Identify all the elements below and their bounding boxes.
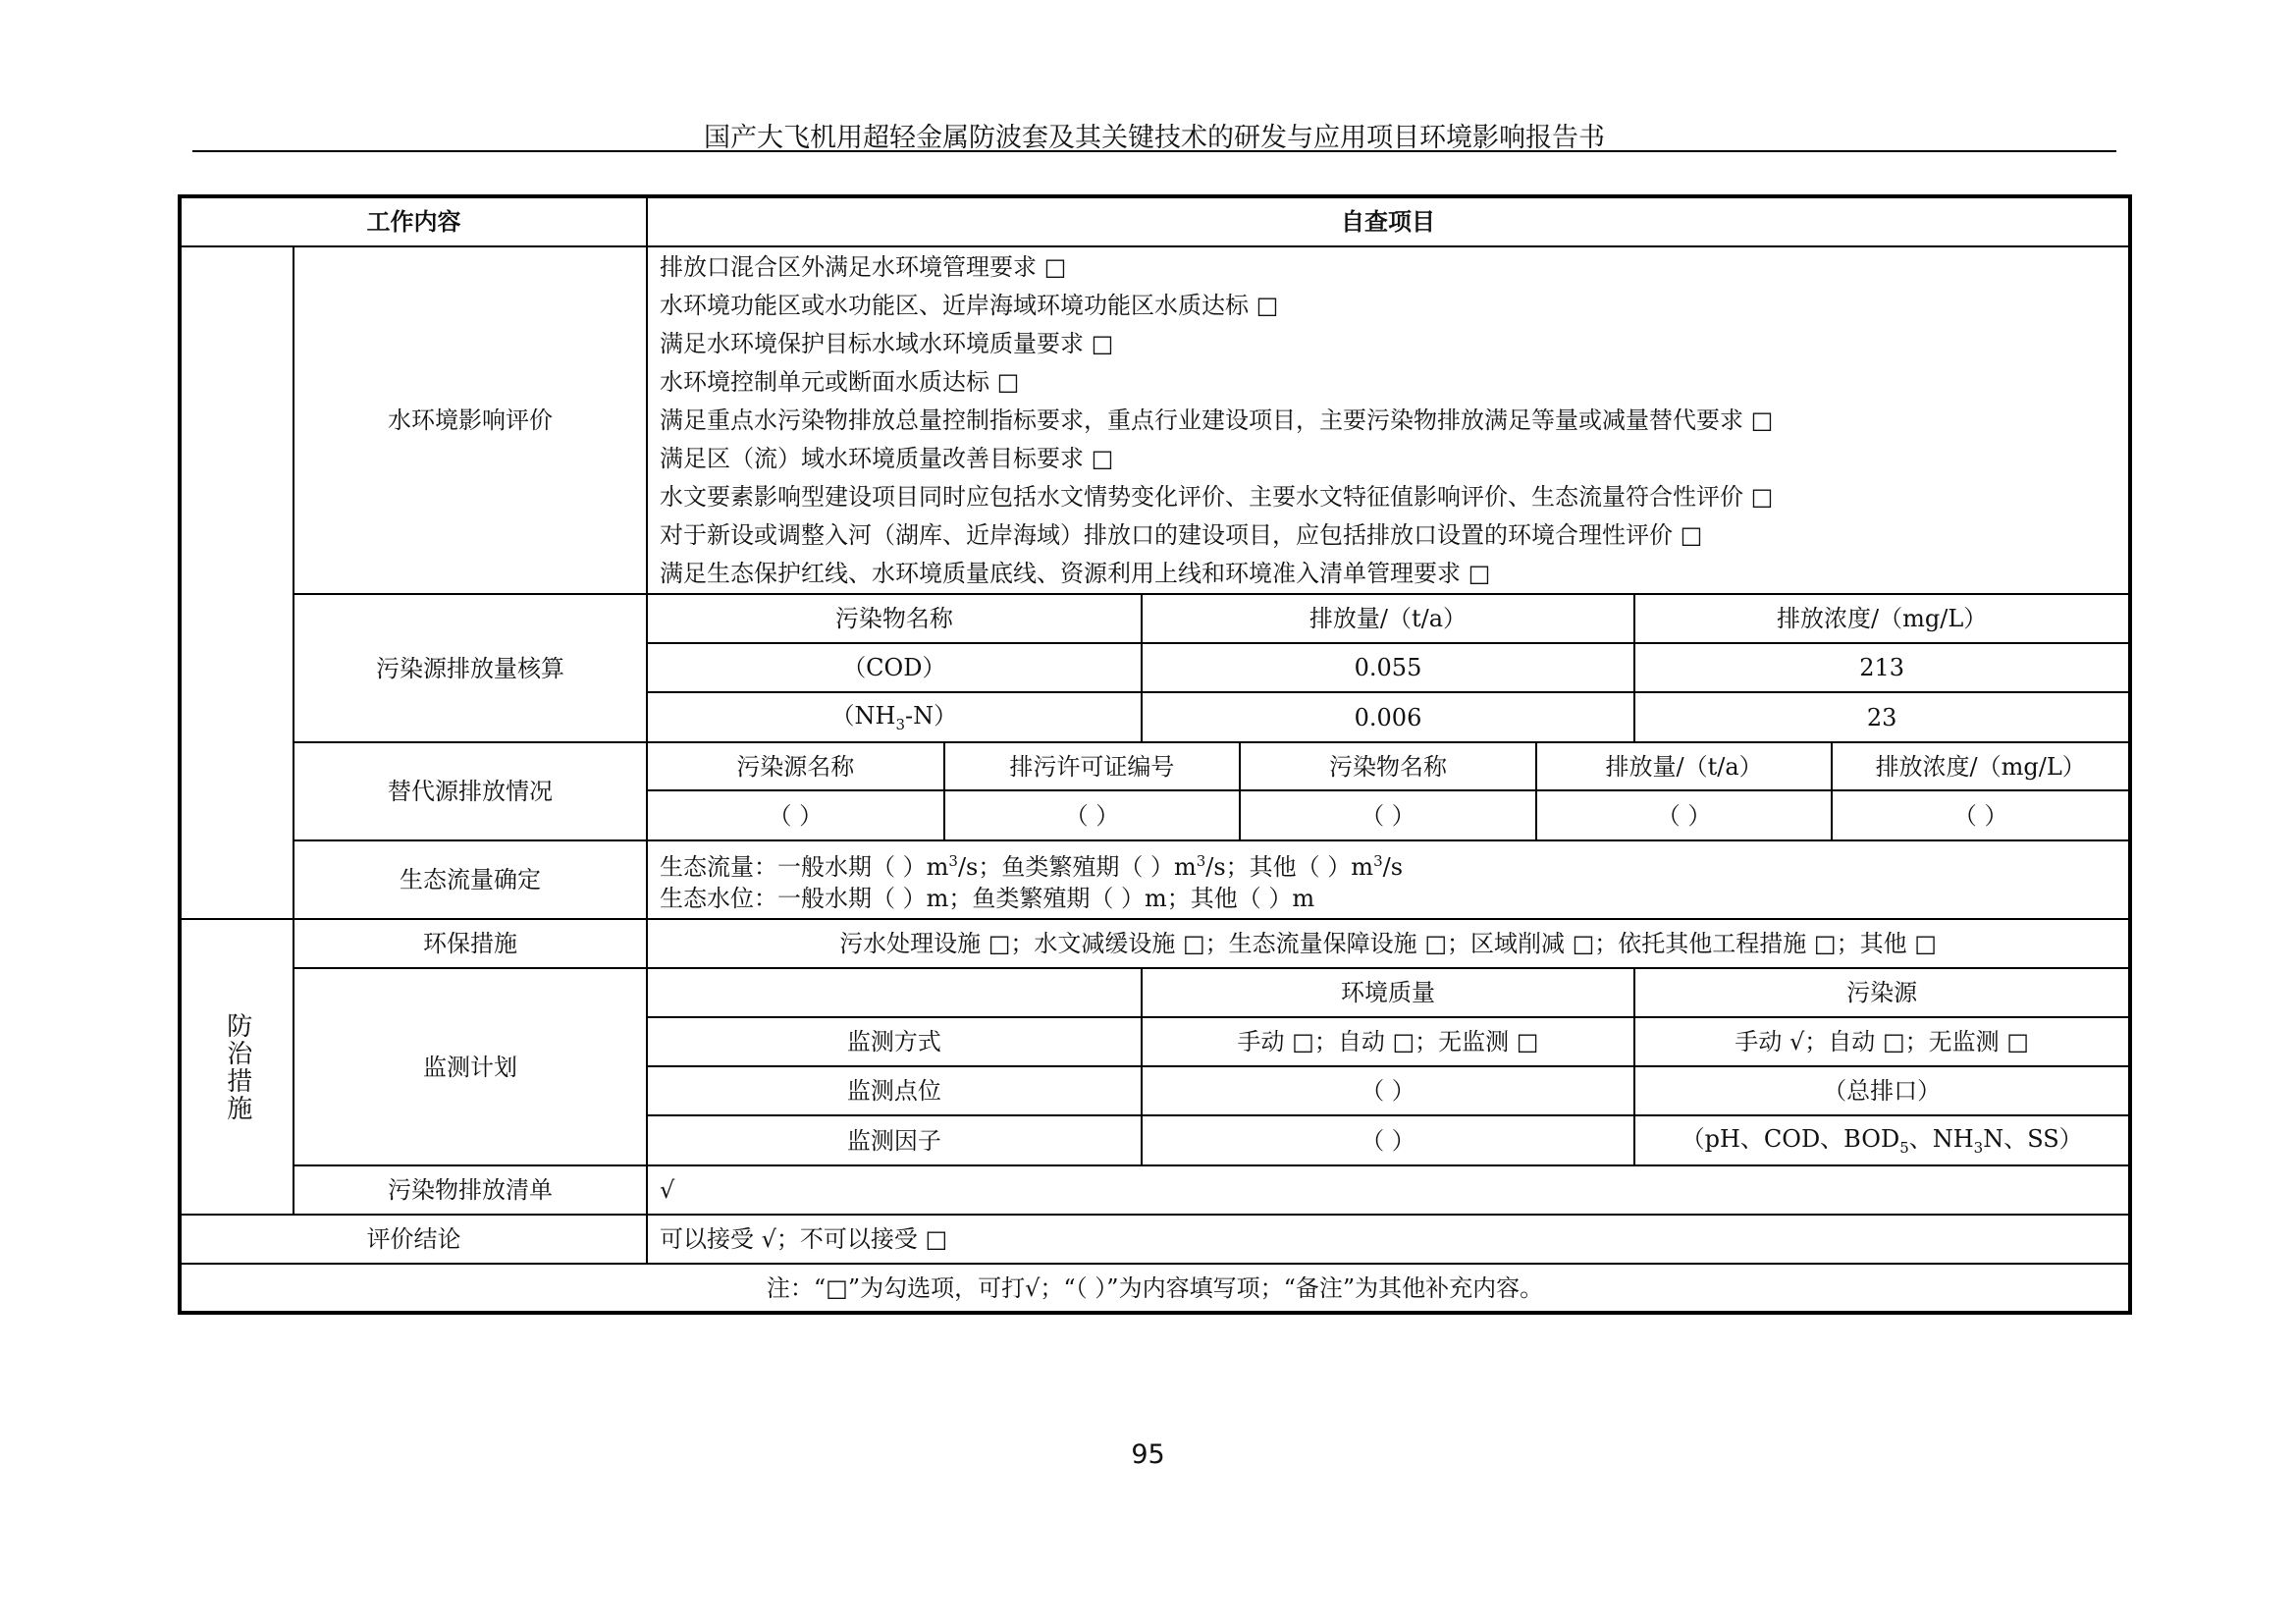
col-amount: 排放量/（t/a） (1142, 595, 1635, 643)
water-eval-item: 满足水环境保护目标水域水环境质量要求 □ (660, 329, 1114, 357)
measures-group-label: 防治措施 (180, 919, 294, 1215)
monitoring-src-value: （总排口） (1634, 1066, 2128, 1115)
water-eval-item: 水文要素影响型建设项目同时应包括水文情势变化评价、主要水文特征值影响评价、生态流量符合性评价 □ (660, 482, 1774, 511)
eco-flow-values (647, 840, 2130, 919)
monitoring-header-blank (648, 969, 1142, 1017)
env-measures-label: 环保措施 (294, 919, 647, 968)
monitoring-item: 监测因子 (648, 1115, 1142, 1164)
monitoring-plan-label: 监测计划 (294, 968, 647, 1165)
col-source-name: 污染源名称 (648, 743, 944, 790)
table-note: 注：“□”为勾选项，可打√；“（ ）”为内容填写项；“备注”为其他补充内容。 (180, 1264, 2130, 1313)
col-amount: 排放量/（t/a） (1536, 743, 1833, 790)
fill-field: （ ） (648, 790, 944, 839)
substitute-label: 替代源排放情况 (294, 742, 647, 840)
pollutant-concentration: 23 (1634, 692, 2128, 741)
fill-field: （ ） (944, 790, 1241, 839)
monitoring-env-value: （ ） (1142, 1066, 1635, 1115)
source-accounting-cell (647, 594, 2130, 742)
substitute-table (648, 743, 2128, 839)
fill-field: （ ） (1240, 790, 1536, 839)
col-pollutant-name: 污染物名称 (648, 595, 1142, 643)
header-work-content: 工作内容 (180, 196, 647, 246)
env-measures-options: 污水处理设施 □；水文减缓设施 □；生态流量保障设施 □；区域削减 □；依托其他工程措施 □；其他 □ (647, 919, 2130, 968)
col-permit-number: 排污许可证编号 (944, 743, 1241, 790)
col-concentration: 排放浓度/（mg/L） (1832, 743, 2128, 790)
monitoring-plan-cell (647, 968, 2130, 1165)
water-eval-label: 水环境影响评价 (294, 246, 647, 594)
pollutant-concentration: 213 (1634, 643, 2128, 692)
monitoring-item: 监测方式 (648, 1017, 1142, 1066)
monitoring-env-value: （ ） (1142, 1115, 1635, 1164)
monitoring-src-value: 手动 √；自动 □；无监测 □ (1634, 1017, 2128, 1066)
discharge-list-label: 污染物排放清单 (294, 1165, 647, 1215)
eco-flow-line: 生态流量：一般水期（ ）$m^3/s$；鱼类繁殖期（ ）$m^3/s$；其他（ ）$m^3/s$ (660, 852, 1404, 881)
source-accounting-table (648, 595, 2128, 741)
monitoring-item: 监测点位 (648, 1066, 1142, 1115)
water-eval-items (647, 246, 2130, 594)
fill-field: （ ） (1536, 790, 1833, 839)
water-eval-item: 满足区（流）域水环境质量改善目标要求 □ (660, 444, 1114, 472)
water-eval-item: 满足重点水污染物排放总量控制指标要求，重点行业建设项目，主要污染物排放满足等量或减量替代要求 □ (660, 406, 1774, 434)
discharge-list-value: √ (647, 1165, 2130, 1215)
conclusion-value: 可以接受 √；不可以接受 □ (647, 1215, 2130, 1264)
conclusion-label: 评价结论 (180, 1215, 647, 1264)
pollutant-amount: 0.006 (1142, 692, 1635, 741)
pollutant-name: $(NH_3-N)$ (648, 692, 1142, 741)
monitoring-env-value: 手动 □；自动 □；无监测 □ (1142, 1017, 1635, 1066)
water-eval-item: 水环境功能区或水功能区、近岸海域环境功能区水质达标 □ (660, 291, 1279, 319)
pollutant-name: （COD） (648, 643, 1142, 692)
fill-field: （ ） (1832, 790, 2128, 839)
header-self-check: 自查项目 (647, 196, 2130, 246)
source-accounting-label: 污染源排放量核算 (294, 594, 647, 742)
self-check-table (178, 194, 2132, 1315)
monitoring-src-value: （pH、COD、$BOD_5$、$NH_3N$、SS） (1634, 1115, 2128, 1164)
col-pollution-source: 污染源 (1634, 969, 2128, 1017)
col-pollutant-name: 污染物名称 (1240, 743, 1536, 790)
col-env-quality: 环境质量 (1142, 969, 1635, 1017)
page-number: 95 (1131, 1439, 1165, 1470)
water-eval-item: 水环境控制单元或断面水质达标 □ (660, 367, 1020, 396)
header-rule (192, 150, 2116, 152)
water-eval-item: 满足生态保护红线、水环境质量底线、资源利用上线和环境准入清单管理要求 □ (660, 559, 1491, 587)
eco-level-line: 生态水位：一般水期（ ）m；鱼类繁殖期（ ）m；其他（ ）m (660, 885, 1315, 912)
monitoring-table (648, 969, 2128, 1164)
water-eval-item: 排放口混合区外满足水环境管理要求 □ (660, 252, 1067, 281)
blank-group-cell (180, 246, 294, 919)
substitute-cell (647, 742, 2130, 840)
eco-flow-label: 生态流量确定 (294, 840, 647, 919)
col-concentration: 排放浓度/（mg/L） (1634, 595, 2128, 643)
pollutant-amount: 0.055 (1142, 643, 1635, 692)
water-eval-item: 对于新设或调整入河（湖库、近岸海域）排放口的建设项目，应包括排放口设置的环境合理性评价 □ (660, 520, 1703, 549)
document-header: 国产大飞机用超轻金属防波套及其关键技术的研发与应用项目环境影响报告书 (704, 123, 1605, 153)
